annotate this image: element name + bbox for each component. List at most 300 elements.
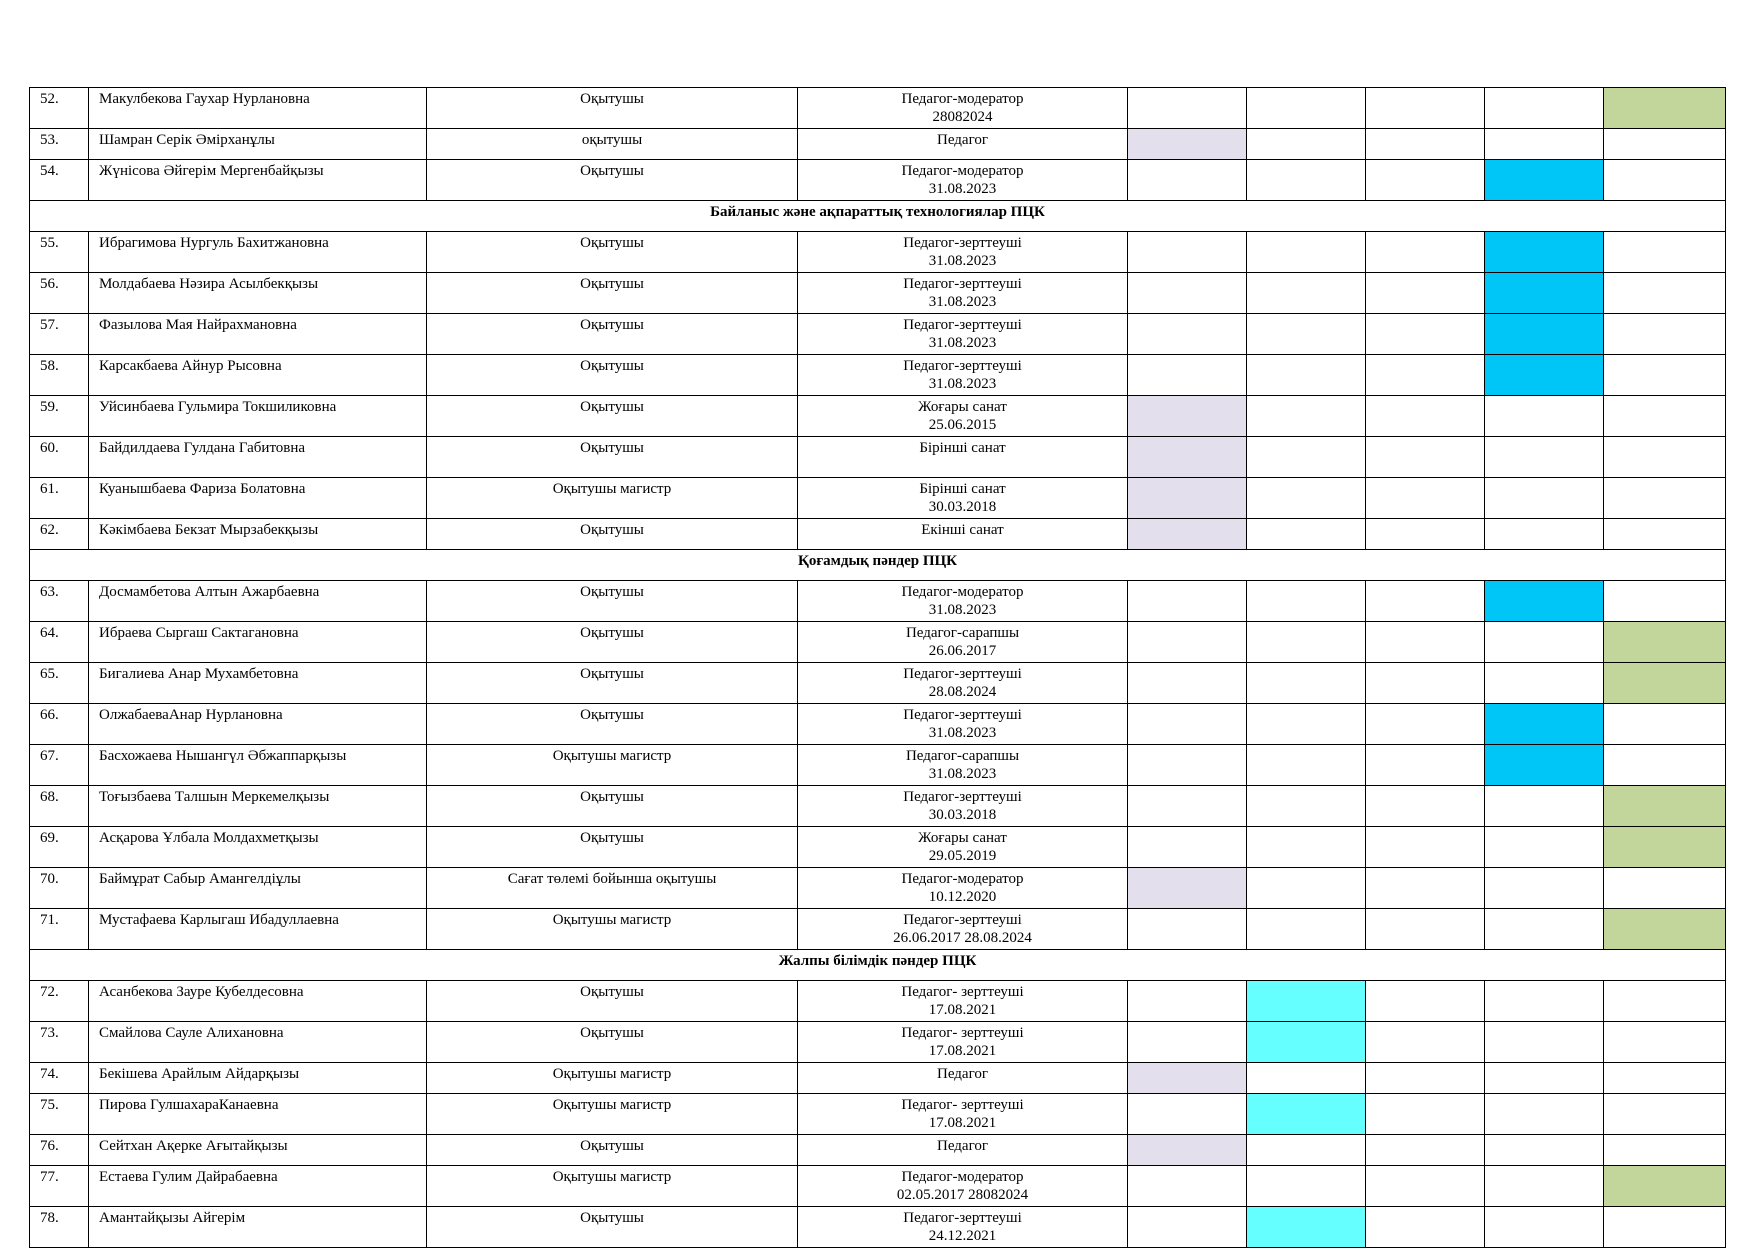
row-number: 76. [30, 1135, 89, 1166]
status-cell-5 [1604, 786, 1726, 827]
status-cell-4 [1485, 1135, 1604, 1166]
category-name: Педагог-зерттеуші [903, 276, 1022, 292]
status-cell-4 [1485, 745, 1604, 786]
status-cell-4 [1485, 1022, 1604, 1063]
status-cell-2 [1247, 1207, 1366, 1248]
teacher-name: Кәкімбаева Бекзат Мырзабекқызы [89, 519, 427, 550]
row-number: 73. [30, 1022, 89, 1063]
status-cell-2 [1247, 663, 1366, 704]
category-name: Жоғары санат [918, 830, 1007, 846]
teacher-position: Оқытушы [427, 704, 798, 745]
status-cell-1 [1128, 478, 1247, 519]
teacher-category [798, 519, 1128, 550]
teacher-name: Басхожаева Нышангүл Әбжаппарқызы [89, 745, 427, 786]
status-cell-2 [1247, 622, 1366, 663]
row-number: 64. [30, 622, 89, 663]
teacher-position: Оқытушы [427, 355, 798, 396]
teacher-category [798, 88, 1128, 129]
table-row [30, 129, 1726, 160]
status-cell-2 [1247, 1022, 1366, 1063]
status-cell-2 [1247, 519, 1366, 550]
teacher-name: Бигалиева Анар Мухамбетовна [89, 663, 427, 704]
category-date: 30.03.2018 [928, 807, 997, 823]
status-cell-4 [1485, 786, 1604, 827]
status-cell-2 [1247, 355, 1366, 396]
category-name: Педагог-модератор [901, 91, 1024, 107]
teacher-name: Баймұрат Сабыр Амангелдіұлы [89, 868, 427, 909]
row-number: 65. [30, 663, 89, 704]
row-number: 67. [30, 745, 89, 786]
status-cell-2 [1247, 1135, 1366, 1166]
status-cell-5 [1604, 437, 1726, 478]
category-name: Педагог-сарапшы [905, 748, 1020, 764]
status-cell-1 [1128, 519, 1247, 550]
table-row [30, 355, 1726, 396]
staff-table [29, 87, 1726, 1248]
status-cell-4 [1485, 663, 1604, 704]
category-name: Педагог-зерттеуші [903, 358, 1022, 374]
status-cell-3 [1366, 519, 1485, 550]
section-header-row [30, 201, 1726, 232]
status-cell-3 [1366, 437, 1485, 478]
teacher-category [798, 232, 1128, 273]
status-cell-5 [1604, 232, 1726, 273]
teacher-name: Ибраева Сыргаш Сактагановна [89, 622, 427, 663]
status-cell-2 [1247, 478, 1366, 519]
status-cell-3 [1366, 704, 1485, 745]
row-number: 53. [30, 129, 89, 160]
table-row [30, 437, 1726, 478]
section-header-row [30, 550, 1726, 581]
status-cell-2 [1247, 581, 1366, 622]
status-cell-1 [1128, 827, 1247, 868]
category-name: Педагог-зерттеуші [903, 789, 1022, 805]
status-cell-2 [1247, 314, 1366, 355]
table-row [30, 745, 1726, 786]
teacher-name: Естаева Гулим Дайрабаевна [89, 1166, 427, 1207]
category-date: 28.08.2024 [928, 684, 997, 700]
teacher-position: Оқытушы [427, 1207, 798, 1248]
table-row [30, 519, 1726, 550]
status-cell-3 [1366, 663, 1485, 704]
row-number: 74. [30, 1063, 89, 1094]
status-cell-5 [1604, 868, 1726, 909]
status-cell-2 [1247, 396, 1366, 437]
status-cell-3 [1366, 622, 1485, 663]
teacher-category [798, 437, 1128, 478]
status-cell-3 [1366, 478, 1485, 519]
row-number: 55. [30, 232, 89, 273]
row-number: 63. [30, 581, 89, 622]
teacher-position: Оқытушы магистр [427, 745, 798, 786]
category-name: Педагог-зерттеуші [903, 317, 1022, 333]
status-cell-4 [1485, 704, 1604, 745]
row-number: 56. [30, 273, 89, 314]
category-date: 26.06.2017 [928, 643, 997, 659]
teacher-name: Молдабаева Нәзира Асылбекқызы [89, 273, 427, 314]
status-cell-3 [1366, 1022, 1485, 1063]
teacher-category [798, 1135, 1128, 1166]
teacher-position: оқытушы [427, 129, 798, 160]
teacher-position: Оқытушы [427, 437, 798, 478]
status-cell-1 [1128, 786, 1247, 827]
category-date: 30.03.2018 [928, 499, 997, 515]
status-cell-3 [1366, 355, 1485, 396]
status-cell-5 [1604, 981, 1726, 1022]
status-cell-3 [1366, 786, 1485, 827]
table-row [30, 1063, 1726, 1094]
category-name: Екінші санат [921, 522, 1004, 538]
teacher-position: Оқытушы магистр [427, 1166, 798, 1207]
teacher-position: Сағат төлемі бойынша оқытушы [427, 868, 798, 909]
status-cell-5 [1604, 663, 1726, 704]
status-cell-2 [1247, 786, 1366, 827]
status-cell-2 [1247, 827, 1366, 868]
teacher-name: Досмамбетова Алтын Ажарбаевна [89, 581, 427, 622]
teacher-name: Ибрагимова Нургуль Бахитжановна [89, 232, 427, 273]
teacher-category [798, 981, 1128, 1022]
teacher-name: Мустафаева Карлыгаш Ибадуллаевна [89, 909, 427, 950]
teacher-name: Амантайқызы Айгерім [89, 1207, 427, 1248]
status-cell-3 [1366, 581, 1485, 622]
category-date: 31.08.2023 [928, 766, 997, 782]
category-date: 26.06.2017 28.08.2024 [893, 930, 1032, 946]
row-number: 54. [30, 160, 89, 201]
status-cell-4 [1485, 314, 1604, 355]
teacher-position: Оқытушы [427, 396, 798, 437]
table-row [30, 663, 1726, 704]
status-cell-2 [1247, 232, 1366, 273]
table-row [30, 314, 1726, 355]
status-cell-5 [1604, 478, 1726, 519]
teacher-name: Сейтхан Ақерке Ағытайқызы [89, 1135, 427, 1166]
row-number: 60. [30, 437, 89, 478]
status-cell-1 [1128, 160, 1247, 201]
status-cell-4 [1485, 232, 1604, 273]
status-cell-1 [1128, 88, 1247, 129]
status-cell-4 [1485, 868, 1604, 909]
teacher-position: Оқытушы [427, 160, 798, 201]
status-cell-1 [1128, 622, 1247, 663]
status-cell-5 [1604, 1094, 1726, 1135]
status-cell-3 [1366, 232, 1485, 273]
row-number: 61. [30, 478, 89, 519]
status-cell-3 [1366, 396, 1485, 437]
teacher-position: Оқытушы [427, 1022, 798, 1063]
teacher-name: Уйсинбаева Гульмира Токшиликовна [89, 396, 427, 437]
category-name: Педагог-зерттеуші [903, 235, 1022, 251]
row-number: 71. [30, 909, 89, 950]
status-cell-1 [1128, 232, 1247, 273]
status-cell-3 [1366, 1135, 1485, 1166]
table-row [30, 622, 1726, 663]
table-row [30, 478, 1726, 519]
table-row [30, 868, 1726, 909]
teacher-category [798, 1207, 1128, 1248]
teacher-position: Оқытушы магистр [427, 909, 798, 950]
category-name: Педагог-сарапшы [905, 625, 1020, 641]
status-cell-4 [1485, 273, 1604, 314]
status-cell-3 [1366, 129, 1485, 160]
status-cell-3 [1366, 745, 1485, 786]
status-cell-1 [1128, 396, 1247, 437]
status-cell-2 [1247, 745, 1366, 786]
status-cell-1 [1128, 437, 1247, 478]
table-row [30, 273, 1726, 314]
status-cell-5 [1604, 827, 1726, 868]
status-cell-5 [1604, 1207, 1726, 1248]
status-cell-5 [1604, 622, 1726, 663]
teacher-position: Оқытушы [427, 1135, 798, 1166]
section-title: Жалпы білімдік пәндер ПЦК [30, 950, 1726, 981]
teacher-name: Карсакбаева Айнур Рысовна [89, 355, 427, 396]
status-cell-5 [1604, 273, 1726, 314]
status-cell-5 [1604, 1063, 1726, 1094]
status-cell-2 [1247, 129, 1366, 160]
teacher-category [798, 314, 1128, 355]
teacher-category [798, 1094, 1128, 1135]
status-cell-4 [1485, 396, 1604, 437]
status-cell-5 [1604, 1166, 1726, 1207]
table-row [30, 786, 1726, 827]
status-cell-3 [1366, 88, 1485, 129]
status-cell-4 [1485, 581, 1604, 622]
status-cell-3 [1366, 314, 1485, 355]
row-number: 57. [30, 314, 89, 355]
category-date: 31.08.2023 [928, 335, 997, 351]
teacher-category [798, 273, 1128, 314]
status-cell-3 [1366, 827, 1485, 868]
teacher-name: Фазылова Мая Найрахмановна [89, 314, 427, 355]
teacher-name: Куанышбаева Фариза Болатовна [89, 478, 427, 519]
row-number: 75. [30, 1094, 89, 1135]
status-cell-4 [1485, 622, 1604, 663]
table-row [30, 704, 1726, 745]
status-cell-1 [1128, 1166, 1247, 1207]
status-cell-2 [1247, 1063, 1366, 1094]
table-row [30, 1022, 1726, 1063]
section-title: Қоғамдық пәндер ПЦК [30, 550, 1726, 581]
status-cell-5 [1604, 396, 1726, 437]
row-number: 68. [30, 786, 89, 827]
category-date: 10.12.2020 [928, 889, 997, 905]
teacher-category [798, 663, 1128, 704]
table-row [30, 1135, 1726, 1166]
teacher-name: Макулбекова Гаухар Нурлановна [89, 88, 427, 129]
status-cell-1 [1128, 868, 1247, 909]
status-cell-1 [1128, 273, 1247, 314]
status-cell-4 [1485, 478, 1604, 519]
section-header-row [30, 950, 1726, 981]
status-cell-2 [1247, 981, 1366, 1022]
status-cell-3 [1366, 160, 1485, 201]
status-cell-4 [1485, 981, 1604, 1022]
category-date: 31.08.2023 [928, 253, 997, 269]
status-cell-1 [1128, 1022, 1247, 1063]
category-name: Бірінші санат [919, 481, 1006, 497]
teacher-position: Оқытушы [427, 519, 798, 550]
category-date: 24.12.2021 [928, 1228, 997, 1244]
teacher-name: Пирова ГулшахараКанаевна [89, 1094, 427, 1135]
category-date: 25.06.2015 [928, 417, 997, 433]
table-row [30, 232, 1726, 273]
category-date: 31.08.2023 [928, 725, 997, 741]
category-name: Педагог- зерттеуші [901, 984, 1024, 1000]
teacher-category [798, 827, 1128, 868]
row-number: 69. [30, 827, 89, 868]
status-cell-1 [1128, 663, 1247, 704]
status-cell-5 [1604, 909, 1726, 950]
status-cell-4 [1485, 1166, 1604, 1207]
table-row [30, 1207, 1726, 1248]
category-name: Педагог- зерттеуші [901, 1097, 1024, 1113]
status-cell-5 [1604, 129, 1726, 160]
teacher-category [798, 704, 1128, 745]
category-name: Педагог- зерттеуші [901, 1025, 1024, 1041]
status-cell-1 [1128, 981, 1247, 1022]
category-name: Педагог-зерттеуші [903, 666, 1022, 682]
status-cell-5 [1604, 160, 1726, 201]
teacher-position: Оқытушы [427, 663, 798, 704]
row-number: 58. [30, 355, 89, 396]
status-cell-4 [1485, 1063, 1604, 1094]
status-cell-5 [1604, 581, 1726, 622]
status-cell-3 [1366, 868, 1485, 909]
table-row [30, 160, 1726, 201]
category-date: 17.08.2021 [928, 1043, 997, 1059]
status-cell-3 [1366, 273, 1485, 314]
row-number: 72. [30, 981, 89, 1022]
teacher-position: Оқытушы [427, 786, 798, 827]
teacher-category [798, 1063, 1128, 1094]
status-cell-3 [1366, 1094, 1485, 1135]
teacher-category [798, 622, 1128, 663]
status-cell-1 [1128, 704, 1247, 745]
teacher-position: Оқытушы [427, 232, 798, 273]
status-cell-4 [1485, 160, 1604, 201]
status-cell-1 [1128, 1207, 1247, 1248]
table-row [30, 1166, 1726, 1207]
section-title: Байланыс және ақпараттық технологиялар ПЦК [30, 201, 1726, 232]
teacher-name: Асанбекова Зауре Кубелдесовна [89, 981, 427, 1022]
teacher-category [798, 129, 1128, 160]
teacher-category [798, 396, 1128, 437]
teacher-position: Оқытушы [427, 273, 798, 314]
category-name: Педагог-модератор [901, 163, 1024, 179]
status-cell-2 [1247, 88, 1366, 129]
category-name: Педагог [936, 1066, 988, 1082]
status-cell-5 [1604, 314, 1726, 355]
category-date: 31.08.2023 [928, 376, 997, 392]
status-cell-5 [1604, 745, 1726, 786]
teacher-category [798, 355, 1128, 396]
status-cell-1 [1128, 314, 1247, 355]
teacher-position: Оқытушы [427, 981, 798, 1022]
teacher-position: Оқытушы [427, 314, 798, 355]
status-cell-4 [1485, 909, 1604, 950]
status-cell-5 [1604, 519, 1726, 550]
category-name: Педагог-модератор [901, 1169, 1024, 1185]
status-cell-5 [1604, 88, 1726, 129]
status-cell-2 [1247, 868, 1366, 909]
row-number: 78. [30, 1207, 89, 1248]
status-cell-4 [1485, 437, 1604, 478]
status-cell-1 [1128, 355, 1247, 396]
teacher-name: ОлжабаеваАнар Нурлановна [89, 704, 427, 745]
teacher-position: Оқытушы [427, 88, 798, 129]
table-row [30, 1094, 1726, 1135]
teacher-category [798, 745, 1128, 786]
status-cell-3 [1366, 1166, 1485, 1207]
category-date: 29.05.2019 [928, 848, 997, 864]
category-name: Педагог-зерттеуші [903, 912, 1022, 928]
status-cell-1 [1128, 745, 1247, 786]
teacher-name: Смайлова Сауле Алихановна [89, 1022, 427, 1063]
category-date: 31.08.2023 [928, 181, 997, 197]
category-name: Педагог [936, 132, 988, 148]
category-name: Педагог-зерттеуші [903, 707, 1022, 723]
teacher-category [798, 1022, 1128, 1063]
teacher-name: Асқарова Ұлбала Молдахметқызы [89, 827, 427, 868]
row-number: 52. [30, 88, 89, 129]
category-name: Педагог-модератор [901, 871, 1024, 887]
teacher-category [798, 868, 1128, 909]
teacher-category [798, 909, 1128, 950]
table-row [30, 909, 1726, 950]
category-date: 31.08.2023 [928, 294, 997, 310]
status-cell-2 [1247, 160, 1366, 201]
status-cell-1 [1128, 1135, 1247, 1166]
status-cell-3 [1366, 1063, 1485, 1094]
row-number: 59. [30, 396, 89, 437]
teacher-position: Оқытушы магистр [427, 478, 798, 519]
status-cell-4 [1485, 129, 1604, 160]
status-cell-5 [1604, 1022, 1726, 1063]
category-date: 31.08.2023 [928, 602, 997, 618]
category-date: 02.05.2017 28082024 [896, 1187, 1029, 1203]
category-date: 17.08.2021 [928, 1115, 997, 1131]
status-cell-5 [1604, 704, 1726, 745]
status-cell-2 [1247, 704, 1366, 745]
row-number: 66. [30, 704, 89, 745]
status-cell-1 [1128, 581, 1247, 622]
category-name: Педагог-зерттеуші [903, 1210, 1022, 1226]
category-date: 28082024 [932, 109, 993, 125]
teacher-position: Оқытушы [427, 622, 798, 663]
status-cell-4 [1485, 355, 1604, 396]
teacher-category [798, 1166, 1128, 1207]
row-number: 70. [30, 868, 89, 909]
category-name: Педагог [936, 1138, 988, 1154]
teacher-position: Оқытушы [427, 581, 798, 622]
status-cell-1 [1128, 1063, 1247, 1094]
status-cell-2 [1247, 909, 1366, 950]
status-cell-4 [1485, 88, 1604, 129]
teacher-name: Тоғызбаева Талшын Меркемелқызы [89, 786, 427, 827]
teacher-category [798, 478, 1128, 519]
status-cell-1 [1128, 909, 1247, 950]
status-cell-3 [1366, 981, 1485, 1022]
status-cell-3 [1366, 1207, 1485, 1248]
status-cell-2 [1247, 1094, 1366, 1135]
teacher-category [798, 786, 1128, 827]
teacher-name: Байдилдаева Гулдана Габитовна [89, 437, 427, 478]
status-cell-4 [1485, 1094, 1604, 1135]
status-cell-1 [1128, 129, 1247, 160]
table-row [30, 981, 1726, 1022]
row-number: 62. [30, 519, 89, 550]
table-row [30, 581, 1726, 622]
